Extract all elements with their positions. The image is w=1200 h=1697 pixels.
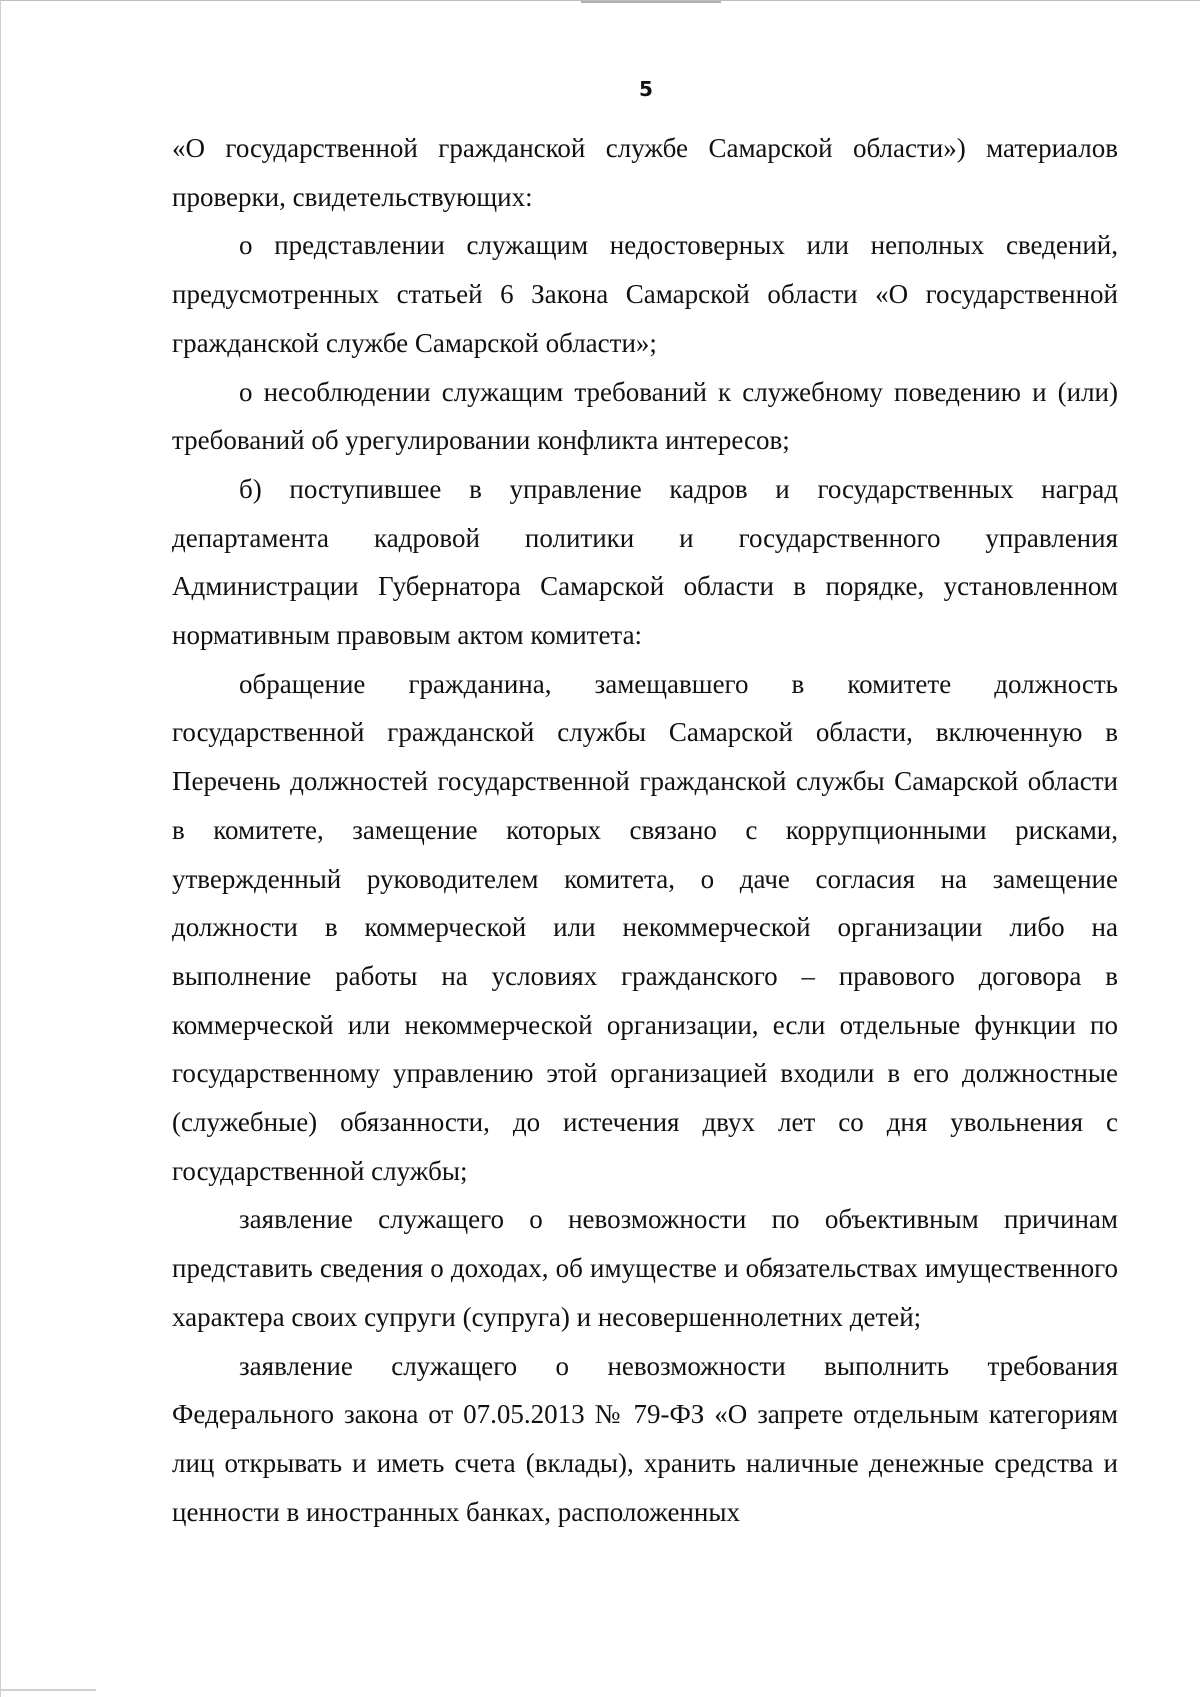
paragraph-2: о представлении служащим недостоверных или неполных сведений, предусмотренных статьей 6 Закона Самарской области «О государственной гражданской службе Самарской области»; [172, 230, 1118, 358]
paragraph-1: «О государственной гражданской службе Самарской области») материалов проверки, свидетельствующих: [172, 133, 1118, 212]
scan-edge-mark [1, 1689, 96, 1691]
page-number: 5 [639, 77, 653, 101]
scan-top-mark [581, 1, 721, 3]
paragraph-4: б) поступившее в управление кадров и государственных наград департамента кадровой политики и государственного управления Администрации Губернатора Самарской области в порядке, установленном нормативным правовым актом комитета: [172, 473, 1118, 651]
paragraph-7: заявление служащего о невозможности выполнить требования Федерального закона от 07.05.2013 № 79-ФЗ «О запрете отдельным категориям лиц открывать и иметь счета (вклады), хранить наличные денежные средства и ценности в иностранных банках, расположенных [172, 1350, 1118, 1527]
paragraph-5: обращение гражданина, замещавшего в комитете должность государственной гражданской службы Самарской области, включенную в Перечень должностей государственной гражданской службы Самарской области в комитете, замещение которых связано с коррупционными рисками, утвержденный руководителем комитета, о даче согласия на замещение должности в коммерческой или некоммерческой организации либо на выполнение работы на условиях гражданского – правового договора в коммерческой или некоммерческой организации, если отдельные функции по государственному управлению этой организацией входили в его должностные (служебные) обязанности, до истечения двух лет со дня увольнения с государственной службы; [172, 668, 1118, 1186]
paragraph-6: заявление служащего о невозможности по объективным причинам представить сведения о доходах, об имуществе и обязательствах имущественного характера своих супруги (супруга) и несовершеннолетних детей; [172, 1204, 1118, 1332]
document-body [172, 124, 1118, 1536]
paragraph-3: о несоблюдении служащим требований к служебному поведению и (или) требований об урегулировании конфликта интересов; [172, 376, 1118, 456]
